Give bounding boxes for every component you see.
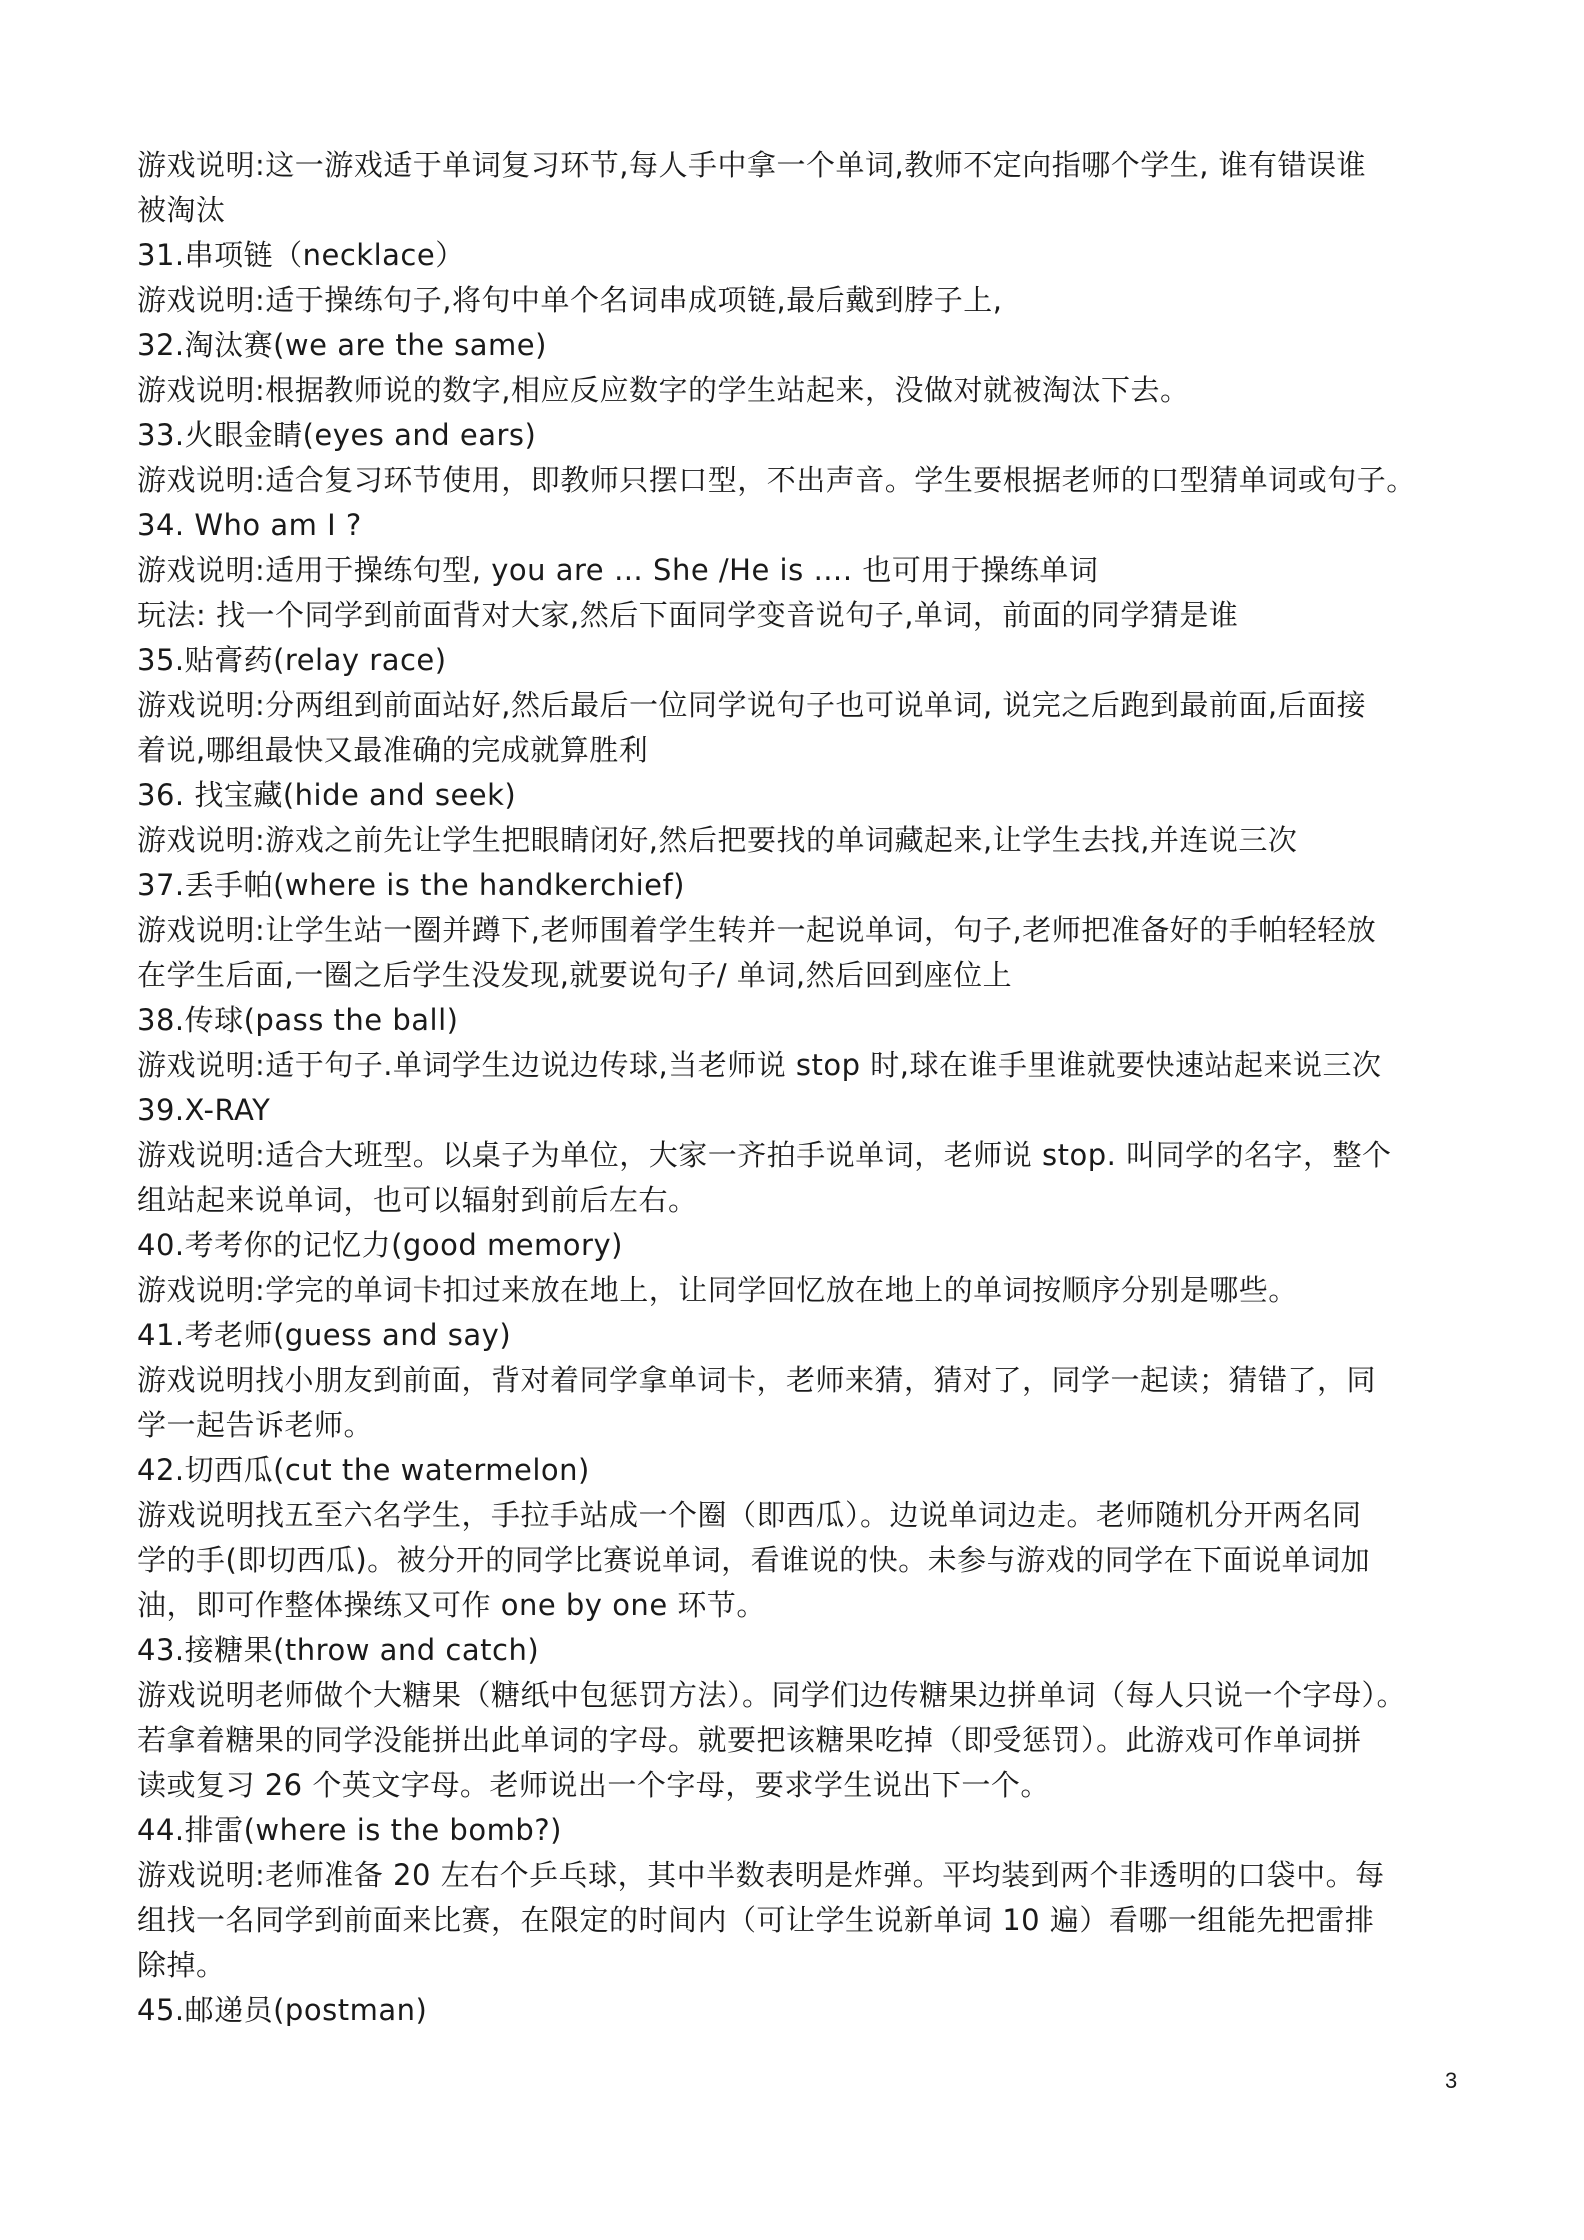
- text-line: 游戏说明找小朋友到前面，背对着同学拿单词卡，老师来猜，猜对了，同学一起读；猜错了，同: [137, 1363, 1377, 1397]
- section-heading: 40.考考你的记忆力(good memory): [137, 1228, 623, 1262]
- section-heading: 33.火眼金睛(eyes and ears): [137, 418, 537, 452]
- text-line: 游戏说明老师做个大糖果（糖纸中包惩罚方法）。同学们边传糖果边拼单词（每人只说一个字母）。: [137, 1678, 1407, 1712]
- text-line: 若拿着糖果的同学没能拼出此单词的字母。就要把该糖果吃掉（即受惩罚）。此游戏可作单词拼: [137, 1723, 1362, 1757]
- text-line: 游戏说明:分两组到前面站好,然后最后一位同学说句子也可说单词, 说完之后跑到最前面,后面接: [137, 688, 1367, 722]
- text-line: 除掉。: [137, 1948, 226, 1982]
- section-heading: 37.丢手帕(where is the handkerchief): [137, 868, 685, 902]
- text-line: 游戏说明:让学生站一圈并蹲下,老师围着学生转并一起说单词，句子,老师把准备好的手帕轻轻放: [137, 913, 1377, 947]
- text-line: 读或复习 26 个英文字母。老师说出一个字母，要求学生说出下一个。: [137, 1768, 1050, 1802]
- section-heading: 35.贴膏药(relay race): [137, 643, 447, 677]
- section-heading: 32.淘汰赛(we are the same): [137, 328, 547, 362]
- section-heading: 45.邮递员(postman): [137, 1993, 428, 2027]
- text-line: 游戏说明:适用于操练句型, you are … She /He is …. 也可用于操练单词: [137, 553, 1099, 587]
- text-line: 着说,哪组最快又最准确的完成就算胜利: [137, 733, 649, 767]
- section-heading: 36. 找宝藏(hide and seek): [137, 778, 517, 812]
- text-line: 在学生后面,一圈之后学生没发现,就要说句子/ 单词,然后回到座位上: [137, 958, 1013, 992]
- section-heading: 34. Who am I ?: [137, 508, 362, 542]
- text-line: 游戏说明:学完的单词卡扣过来放在地上，让同学回忆放在地上的单词按顺序分别是哪些。: [137, 1273, 1298, 1307]
- section-heading: 41.考老师(guess and say): [137, 1318, 512, 1352]
- document-body: [137, 143, 1477, 2033]
- section-heading: 44.排雷(where is the bomb?): [137, 1813, 562, 1847]
- text-line: 游戏说明:适于句子.单词学生边说边传球,当老师说 stop 时,球在谁手里谁就要快速站起来说三次: [137, 1048, 1382, 1082]
- text-line: 油，即可作整体操练又可作 one by one 环节。: [137, 1588, 766, 1622]
- section-heading: 38.传球(pass the ball): [137, 1003, 459, 1037]
- text-line: 游戏说明:适于操练句子,将句中单个名词串成项链,最后戴到脖子上,: [137, 283, 1003, 317]
- section-heading: 39.X-RAY: [137, 1093, 271, 1127]
- text-line: 学一起告诉老师。: [137, 1408, 374, 1442]
- text-line: 游戏说明:老师准备 20 左右个乒乓球，其中半数表明是炸弹。平均装到两个非透明的口袋中。每: [137, 1858, 1385, 1892]
- text-line: 游戏说明:根据教师说的数字,相应反应数字的学生站起来，没做对就被淘汰下去。: [137, 373, 1190, 407]
- text-line: 组站起来说单词，也可以辐射到前后左右。: [137, 1183, 698, 1217]
- text-line: 游戏说明:这一游戏适于单词复习环节,每人手中拿一个单词,教师不定向指哪个学生, 谁有错误谁: [137, 148, 1367, 182]
- section-heading: 43.接糖果(throw and catch): [137, 1633, 540, 1667]
- text-line: 学的手(即切西瓜)。被分开的同学比赛说单词，看谁说的快。未参与游戏的同学在下面说单词加: [137, 1543, 1371, 1577]
- page-number: 3: [1445, 2068, 1458, 2093]
- text-line: 游戏说明:适合复习环节使用，即教师只摆口型，不出声音。学生要根据老师的口型猜单词或句子。: [137, 463, 1416, 497]
- section-heading: 42.切西瓜(cut the watermelon): [137, 1453, 590, 1487]
- text-line: 被淘汰: [137, 193, 226, 227]
- text-line: 组找一名同学到前面来比赛，在限定的时间内（可让学生说新单词 10 遍）看哪一组能先把雷排: [137, 1903, 1375, 1937]
- section-heading: 31.串项链（necklace）: [137, 238, 465, 272]
- text-line: 游戏说明找五至六名学生，手拉手站成一个圈（即西瓜）。边说单词边走。老师随机分开两名同: [137, 1498, 1362, 1532]
- text-line: 游戏说明:游戏之前先让学生把眼睛闭好,然后把要找的单词藏起来,让学生去找,并连说三次: [137, 823, 1298, 857]
- text-line: 玩法: 找一个同学到前面背对大家,然后下面同学变音说句子,单词，前面的同学猜是谁: [137, 598, 1239, 632]
- text-line: 游戏说明:适合大班型。以桌子为单位，大家一齐拍手说单词，老师说 stop. 叫同学的名字，整个: [137, 1138, 1392, 1172]
